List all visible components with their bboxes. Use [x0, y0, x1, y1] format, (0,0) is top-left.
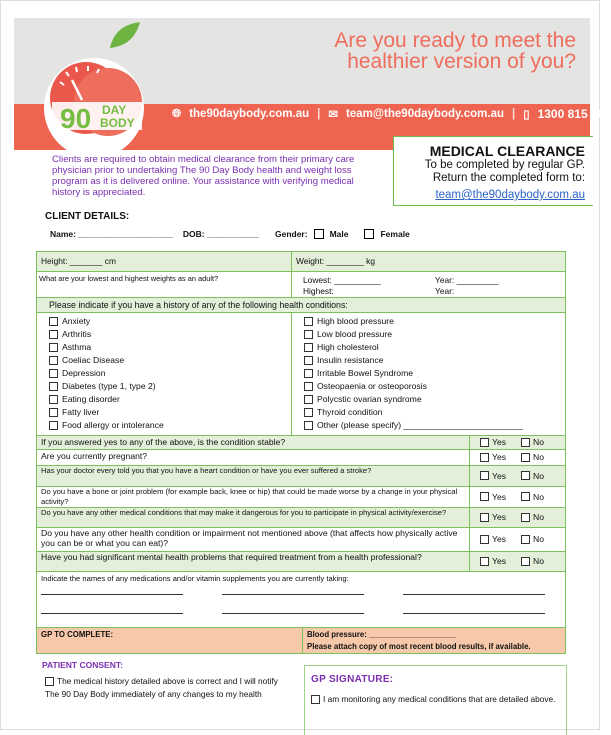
condition-checkbox[interactable] — [49, 330, 58, 339]
question-text: If you answered yes to any of the above, is the condition stable? — [41, 437, 286, 447]
condition-label: Anxiety — [62, 316, 91, 326]
height-weight-row — [37, 252, 565, 272]
male-label: Male — [329, 229, 349, 239]
male-checkbox[interactable] — [314, 229, 324, 239]
no-checkbox[interactable] — [521, 557, 530, 566]
yes-checkbox[interactable] — [480, 438, 489, 447]
condition-label: Other (please specify) _________________________ — [317, 420, 523, 430]
tagline-line-1: Are you ready to meet the — [334, 29, 576, 52]
medication-line[interactable] — [403, 594, 545, 595]
question-row — [37, 552, 565, 572]
weights-question: What are your lowest and highest weights as an adult? — [39, 274, 219, 283]
condition-item[interactable] — [304, 342, 379, 352]
no-label: No — [533, 512, 545, 522]
condition-checkbox[interactable] — [304, 330, 313, 339]
dob-field[interactable]: DOB: ___________ — [182, 229, 259, 239]
no-checkbox[interactable] — [521, 471, 530, 480]
weight-field[interactable]: Weight: ________ kg — [296, 256, 376, 266]
yes-checkbox[interactable] — [480, 557, 489, 566]
question-row — [37, 508, 565, 528]
condition-checkbox[interactable] — [49, 343, 58, 352]
condition-item[interactable] — [304, 420, 523, 430]
question-text: Has your doctor every told you that you have a heart condition or have you ever suffered a stroke? — [41, 466, 372, 475]
gp-monitoring-checkbox[interactable] — [311, 695, 320, 704]
svg-text:BODY: BODY — [100, 116, 135, 130]
question-text: Do you have a bone or joint problem (for example back, knee or hip) that could be made worse by a change in your physical activity? — [41, 487, 458, 506]
no-label: No — [533, 470, 545, 481]
condition-label: Thyroid condition — [317, 407, 383, 417]
no-label: No — [533, 452, 545, 462]
patient-consent-heading: PATIENT CONSENT: — [42, 660, 123, 670]
question-text: Do you have any other health condition or impairment not mentioned above (that affects how physically active you can be or what you can eat)? — [41, 528, 458, 548]
condition-label: High cholesterol — [317, 342, 379, 352]
svg-text:90: 90 — [60, 103, 92, 134]
gp-complete-label: GP TO COMPLETE: — [41, 630, 114, 639]
divider: | — [317, 108, 321, 120]
patient-consent — [45, 675, 285, 700]
yes-no-options — [480, 437, 544, 447]
condition-checkbox[interactable] — [304, 369, 313, 378]
yes-no-options — [480, 471, 544, 481]
condition-checkbox[interactable] — [49, 369, 58, 378]
no-label: No — [533, 491, 545, 502]
condition-item[interactable] — [49, 407, 99, 417]
question-row — [37, 487, 565, 508]
medication-line[interactable] — [222, 594, 364, 595]
highest-weight-field[interactable]: Highest: — [303, 286, 334, 296]
yes-no-options — [480, 512, 544, 522]
no-checkbox[interactable] — [521, 535, 530, 544]
highest-year-field[interactable]: Year: — [435, 286, 455, 296]
client-details-row — [50, 229, 410, 239]
condition-label: Fatty liver — [62, 407, 100, 417]
condition-item[interactable] — [49, 420, 164, 430]
medication-line[interactable] — [41, 594, 183, 595]
blood-pressure-field[interactable]: Blood pressure: ____________________ — [307, 630, 456, 639]
gp-monitoring — [311, 694, 560, 705]
condition-item[interactable] — [49, 394, 120, 404]
question-text: Do you have any other medical conditions that may make it dangerous for you to participate in physical activity/exercise? — [41, 508, 447, 517]
condition-label: Diabetes (type 1, type 2) — [62, 381, 156, 391]
condition-item[interactable] — [49, 342, 91, 352]
height-field[interactable]: Height: _______ cm — [41, 256, 116, 266]
condition-checkbox[interactable] — [49, 421, 58, 430]
condition-label: Asthma — [62, 342, 92, 352]
contact-info — [172, 106, 611, 122]
female-label: Female — [380, 229, 410, 239]
svg-text:DAY: DAY — [102, 103, 127, 117]
no-checkbox[interactable] — [521, 438, 530, 447]
condition-checkbox[interactable] — [304, 382, 313, 391]
yes-label: Yes — [492, 470, 507, 481]
condition-label: Polycstic ovarian syndrome — [317, 394, 422, 404]
question-row — [37, 528, 565, 552]
condition-label: Osteopaenia or osteoporosis — [317, 381, 427, 391]
medical-form-table — [36, 251, 566, 654]
gp-signature-box — [304, 665, 567, 735]
condition-item[interactable] — [304, 407, 382, 417]
client-details-heading: CLIENT DETAILS: — [45, 211, 130, 222]
gp-signature-heading: GP SIGNATURE: — [311, 674, 394, 685]
condition-checkbox[interactable] — [49, 382, 58, 391]
question-row — [37, 436, 565, 450]
condition-checkbox[interactable] — [304, 395, 313, 404]
question-text: Are you currently pregnant? — [41, 451, 148, 461]
medication-line[interactable] — [403, 613, 545, 614]
condition-item[interactable] — [49, 316, 90, 326]
yes-label: Yes — [492, 556, 507, 566]
phone-number: 1300 815 469 — [537, 107, 611, 121]
yes-label: Yes — [492, 534, 507, 544]
gp-complete-row — [37, 628, 565, 653]
lowest-year-field[interactable]: Year: _________ — [435, 275, 499, 285]
tagline-line-2: healthier version of you? — [347, 50, 576, 73]
yes-label: Yes — [492, 437, 507, 447]
gender-label: Gender: — [274, 229, 308, 239]
condition-label: Arthritis — [62, 329, 92, 339]
condition-item[interactable] — [304, 368, 413, 378]
envelope-icon: ✉ — [328, 109, 338, 121]
blood-results-note: Please attach copy of most recent blood results, if available. — [307, 642, 531, 651]
clearance-email-link[interactable]: team@the90daybody.com.au — [435, 189, 585, 201]
yes-checkbox[interactable] — [480, 492, 489, 501]
condition-item[interactable] — [304, 381, 427, 391]
condition-checkbox[interactable] — [304, 317, 313, 326]
divider: | — [512, 108, 516, 120]
condition-checkbox[interactable] — [49, 317, 58, 326]
logo — [42, 20, 152, 150]
condition-item[interactable] — [304, 316, 394, 326]
condition-checkbox[interactable] — [304, 356, 313, 365]
condition-item[interactable] — [304, 394, 422, 404]
condition-item[interactable] — [49, 368, 105, 378]
condition-checkbox[interactable] — [49, 395, 58, 404]
no-checkbox[interactable] — [521, 492, 530, 501]
condition-label: Irritable Bowel Syndrome — [317, 368, 414, 378]
condition-item[interactable] — [304, 355, 383, 365]
consent-checkbox[interactable] — [45, 677, 54, 686]
yes-checkbox[interactable] — [480, 471, 489, 480]
question-row — [37, 466, 565, 487]
consent-text: The medical history detailed above is correct and I will notify The 90 Day Body immediately of any changes to my health — [45, 676, 278, 699]
question-row — [37, 450, 565, 466]
name-field[interactable]: Name: ____________________ — [50, 229, 173, 239]
condition-checkbox[interactable] — [49, 356, 58, 365]
weights-row — [37, 272, 565, 298]
medications-row — [37, 572, 565, 628]
question-text: Have you had significant mental health problems that required treatment from a health professional? — [41, 552, 422, 562]
condition-item[interactable] — [49, 355, 124, 365]
condition-checkbox[interactable] — [49, 408, 58, 417]
intro-text: Clients are required to obtain medical clearance from their primary care physician prior to undertaking The 90 Day Body health and weight loss program as it is delivered online. Your assistance with verifying medical history is appreciated. — [52, 154, 355, 198]
female-checkbox[interactable] — [364, 229, 374, 239]
condition-checkbox[interactable] — [304, 421, 313, 430]
yes-label: Yes — [492, 491, 507, 502]
clearance-line-2: Return the completed form to: — [432, 172, 585, 184]
condition-label: Eating disorder — [62, 394, 120, 404]
phone-icon: ▯ — [523, 109, 530, 121]
condition-label: Depression — [62, 368, 106, 378]
medical-clearance-box — [393, 136, 593, 206]
no-checkbox[interactable] — [521, 453, 530, 462]
website-link[interactable]: the90daybody.com.au — [189, 108, 310, 120]
medication-line[interactable] — [222, 613, 364, 614]
gp-monitoring-text: I am monitoring any medical conditions that are detailed above. — [323, 694, 556, 704]
no-label: No — [533, 534, 545, 544]
no-checkbox[interactable] — [521, 513, 530, 522]
yes-no-options — [480, 534, 544, 544]
lowest-weight-field[interactable]: Lowest: __________ — [303, 275, 381, 285]
yes-no-options — [480, 492, 544, 502]
yes-checkbox[interactable] — [480, 453, 489, 462]
yes-label: Yes — [492, 512, 507, 522]
condition-label: Coeliac Disease — [62, 355, 125, 365]
medication-line[interactable] — [41, 613, 183, 614]
no-label: No — [533, 556, 545, 566]
yes-label: Yes — [492, 452, 507, 462]
yes-checkbox[interactable] — [480, 535, 489, 544]
medications-question: Indicate the names of any medications and/or vitamin supplements you are currently taking: — [41, 574, 349, 583]
tagline — [334, 30, 576, 72]
clearance-line-1: To be completed by regular GP. — [424, 159, 585, 171]
condition-item[interactable] — [49, 381, 156, 391]
yes-no-options — [480, 452, 544, 462]
conditions-heading: Please indicate if you have a history of any of the following health conditions: — [49, 300, 348, 310]
conditions-heading-row — [37, 298, 565, 313]
yes-checkbox[interactable] — [480, 513, 489, 522]
clearance-title: MEDICAL CLEARANCE — [429, 143, 585, 159]
email-link[interactable]: team@the90daybody.com.au — [346, 108, 504, 120]
condition-label: High blood pressure — [317, 316, 394, 326]
globe-icon: 🌐︎ — [172, 107, 182, 120]
yes-no-options — [480, 556, 544, 566]
condition-label: Food allergy or intolerance — [62, 420, 164, 430]
condition-label: Low blood pressure — [317, 329, 393, 339]
condition-checkbox[interactable] — [304, 343, 313, 352]
condition-checkbox[interactable] — [304, 408, 313, 417]
condition-item[interactable] — [304, 329, 392, 339]
condition-label: Insulin resistance — [317, 355, 384, 365]
no-label: No — [533, 437, 545, 447]
conditions-list — [37, 313, 565, 436]
condition-item[interactable] — [49, 329, 91, 339]
